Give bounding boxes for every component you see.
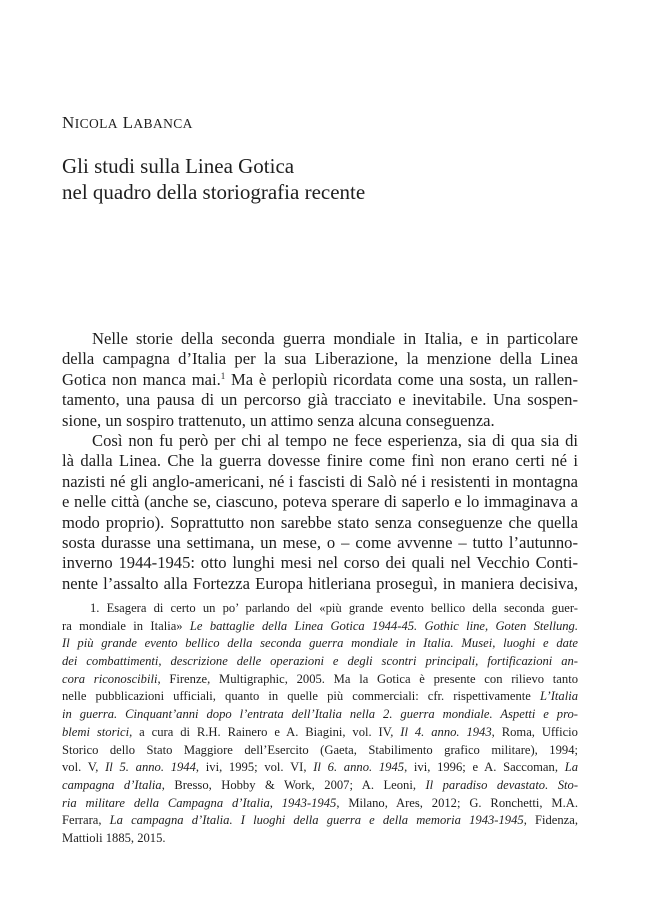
- footnote-text: , a cura di R.H. Rainero e A. Biagini, vol. IV,: [129, 724, 394, 739]
- footnote-italic: L’Italia: [539, 689, 578, 704]
- footnote-line: [62, 671, 578, 689]
- body-text: [62, 329, 578, 594]
- body-line: inverno 1944-1945: otto lunghi mesi nel corso dei quali nel Vecchio Conti-: [62, 553, 578, 573]
- footnote-text: nelle pubblicazioni ufficiali, quanto in quelle più commerciali: cfr. rispettivamente: [62, 689, 531, 704]
- body-line: modo proprio). Soprattutto non sarebbe stato senza conseguenze che quella: [62, 512, 578, 532]
- footnote-line: [62, 759, 578, 777]
- footnote-text: vol. V,: [62, 760, 99, 775]
- footnote-italic: Il 4. anno. 1943: [400, 724, 492, 739]
- author-last-rest: ABANCA: [133, 116, 193, 131]
- footnote-italic: cora riconoscibili: [62, 671, 158, 686]
- footnote-line: [62, 724, 578, 742]
- footnote-line: [62, 618, 578, 636]
- body-line: tamento, una pausa di un percorso già tracciato e inevitabile. Una sospen-: [62, 390, 578, 410]
- body-line: Così non fu però per chi al tempo ne fece esperienza, sia di qua sia di: [92, 430, 578, 450]
- footnote-line: [62, 777, 578, 795]
- footnote: [62, 600, 578, 848]
- footnote-text: , ivi, 1995; vol. VI,: [195, 760, 307, 775]
- author-last-initial: L: [122, 113, 134, 132]
- footnote-italic: Il paradiso devastato. Sto-: [425, 777, 578, 792]
- body-line: nazisti né gli anglo-americani, né i fascisti di Salò né i resistenti in montagna: [62, 471, 578, 491]
- footnote-italic: in guerra. Cinquant’anni dopo l’entrata dell’Italia nella 2. guerra mondiale. Aspetti e pro-: [62, 707, 578, 722]
- footnote-italic: La: [564, 760, 578, 775]
- footnote-text: , ivi, 1996; e A. Saccoman,: [404, 760, 558, 775]
- body-line: nente l’assalto alla Fortezza Europa hitleriana proseguì, in maniera decisiva,: [62, 573, 578, 593]
- footnote-text: ra mondiale in Italia»: [62, 618, 183, 633]
- footnote-text: , Firenze, Multigraphic, 2005. Ma la Gotica è presente con rilievo tanto: [157, 671, 578, 686]
- footnote-italic: La campagna d’Italia. I luoghi della guerra e della memoria 1943-1945: [109, 813, 524, 828]
- chapter-title-line-2: nel quadro della storiografia recente: [62, 180, 366, 204]
- author-name: [62, 113, 193, 133]
- author-first-initial: N: [62, 113, 75, 132]
- body-line: Nelle storie della seconda guerra mondiale in Italia, e in particolare: [92, 329, 578, 348]
- footnote-text: , Roma, Ufficio: [491, 724, 578, 739]
- body-text-fragment: Ma è perlopiù ricordata come una sosta, un rallen-: [231, 369, 578, 389]
- body-line: sione, un sospiro trattenuto, un attimo senza alcuna conseguenza.: [62, 410, 495, 430]
- footnote-line: Storico dello Stato Maggiore dell’Esercito (Gaeta, Stabilimento grafico militare), 1994;: [62, 742, 578, 757]
- body-line: là dalla Linea. Che la guerra dovesse finire come finì non erano certi né i: [62, 451, 578, 471]
- footnote-italic: Il 6. anno. 1945: [313, 760, 405, 775]
- chapter-title: [62, 153, 365, 205]
- footnote-italic: blemi storici: [62, 724, 130, 739]
- body-line: e nelle città (anche se, ciascuno, poteva sperare di saperlo e lo immaginava a: [62, 492, 578, 512]
- footnote-italic: ria militare della Campagna d’Italia, 1943-1945: [62, 795, 337, 810]
- footnote-line: [62, 653, 578, 671]
- footnote-text: Ferrara,: [62, 813, 102, 828]
- body-line: [62, 370, 578, 390]
- footnote-italic: Le battaglie della Linea Gotica 1944-45. Gothic line, Goten Stellung.: [189, 618, 578, 633]
- chapter-title-line-1: Gli studi sulla Linea Gotica: [62, 154, 295, 178]
- footnote-text: , Fidenza,: [523, 813, 578, 828]
- author-first-rest: ICOLA: [74, 116, 118, 131]
- footnote-line: 1. Esagera di certo un po’ parlando del «più grande evento bellico della seconda guer-: [90, 601, 578, 615]
- footnote-italic: Il 5. anno. 1944: [105, 760, 196, 775]
- footnote-line: [62, 635, 578, 653]
- footnote-reference[interactable]: 1: [220, 370, 226, 381]
- footnote-line: Mattioli 1885, 2015.: [62, 830, 166, 845]
- footnote-line: [62, 688, 578, 706]
- footnote-line: [62, 706, 578, 724]
- footnote-line: [62, 812, 578, 830]
- footnote-line: [62, 795, 578, 813]
- body-line: della campagna d’Italia per la sua Liberazione, la menzione della Linea: [62, 349, 578, 369]
- body-line: sosta durasse una settimana, un mese, o – come avvenne – tutto l’autunno-: [62, 532, 578, 552]
- footnote-italic: campagna d’Italia: [62, 777, 162, 792]
- footnote-italic: dei combattimenti, descrizione delle operazioni e degli scontri principali, fortificazioni an-: [62, 654, 578, 669]
- footnote-text: , Bresso, Hobby & Work, 2007; A. Leoni,: [161, 777, 416, 792]
- body-text-fragment: Gotica non manca mai.: [62, 369, 221, 389]
- footnote-italic: Il più grande evento bellico della seconda guerra mondiale in Italia. Musei, luoghi e date: [62, 636, 578, 651]
- footnote-text: , Milano, Ares, 2012; G. Ronchetti, M.A.: [336, 795, 578, 810]
